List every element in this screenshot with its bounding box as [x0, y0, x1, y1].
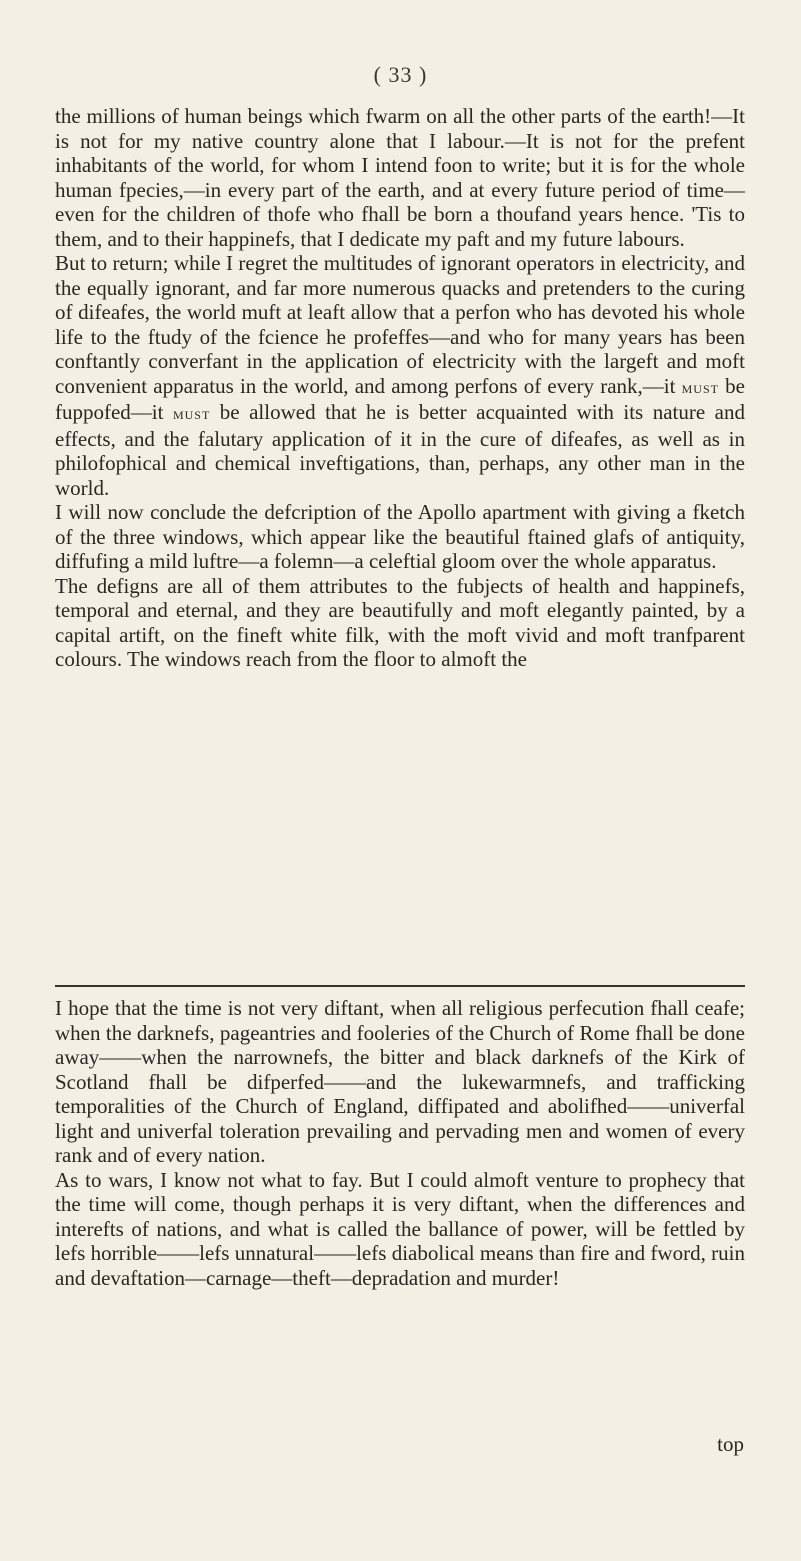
- main-paragraph-1: the millions of human beings which fwarm on all the other parts of the earth!—It is not for my native country alone that I labour.—It is not for the prefent inhabitants of the world, for whom I intend foon to write; but it is for the whole human fpecies,—in every part of the earth, and at every future period of time—even for the children of thofe who fhall be born a thoufand years hence. 'Tis to them, and to their happinefs, that I dedicate my paft and my future labours.: [55, 104, 745, 251]
- footnote-text: [55, 996, 745, 1290]
- page-number: ( 33 ): [373, 62, 428, 87]
- emphasis-must-2: must: [172, 404, 211, 423]
- main-paragraph-3: I will now conclude the defcription of the Apollo apartment with giving a fketch of the three windows, which appear like the beautiful ftained glafs of antiquity, diffufing a mild luftre—a folemn—a celeftial gloom over the whole apparatus.: [55, 500, 745, 573]
- emphasis-must-1: must: [681, 377, 719, 397]
- catchword: top: [717, 1432, 744, 1456]
- main-paragraph-2: [55, 251, 745, 500]
- main-text: [55, 104, 745, 672]
- main-paragraph-2-part-a: But to return; while I regret the multitudes of ignorant operators in electricity, and the equally ignorant, and far more numerous quacks and pretenders to the curing of difeafes, the world muft at leaft allow that a perfon who has devoted his whole life to the ftudy of the fcience he profeffes—and who for many years has been conftantly converfant in the application of electricity with the largeft and moft convenient apparatus in the world, and among perfons of every rank,—it: [55, 251, 745, 398]
- main-paragraph-2-part-b: be fuppofed—it: [55, 373, 745, 424]
- note-paragraph-2: As to wars, I know not what to fay. But I could almoft venture to prophecy that the time will come, though perhaps it is very diftant, when the differences and interefts of nations, and what is called the ballance of power, will be fettled by lefs horrible——lefs unnatural——lefs diabolical means than fire and fword, ruin and devaftation—carnage—theft—depradation and murder!: [55, 1167, 745, 1290]
- note-paragraph-1: I hope that the time is not very diftant, when all religious perfecution fhall ceafe; when the darknefs, pageantries and fooleries of the Church of Rome fhall be done away——when the narrownefs, the bitter and black darknefs of the Kirk of Scotland fhall be difperfed——and the lukewarmnefs, and trafficking temporalities of the Church of England, diffipated and abolifhed——univerfal light and univerfal toleration prevailing and pervading men and women of every rank and of every nation.: [55, 996, 745, 1167]
- main-paragraph-2-part-c: be allowed that he is better acquainted with its nature and effects, and the falutary application of it in the cure of difeafes, as well as in philofophical and chemical inveftigations, than, perhaps, any other man in the world.: [55, 400, 745, 500]
- footnote-rule: [55, 985, 745, 987]
- main-paragraph-4: The defigns are all of them attributes to the fubjects of health and happinefs, temporal and eternal, and they are beautifully and moft elegantly painted, by a capital artift, on the fineft white filk, with the moft vivid and moft tranfparent colours. The windows reach from the floor to almoft the: [55, 573, 745, 671]
